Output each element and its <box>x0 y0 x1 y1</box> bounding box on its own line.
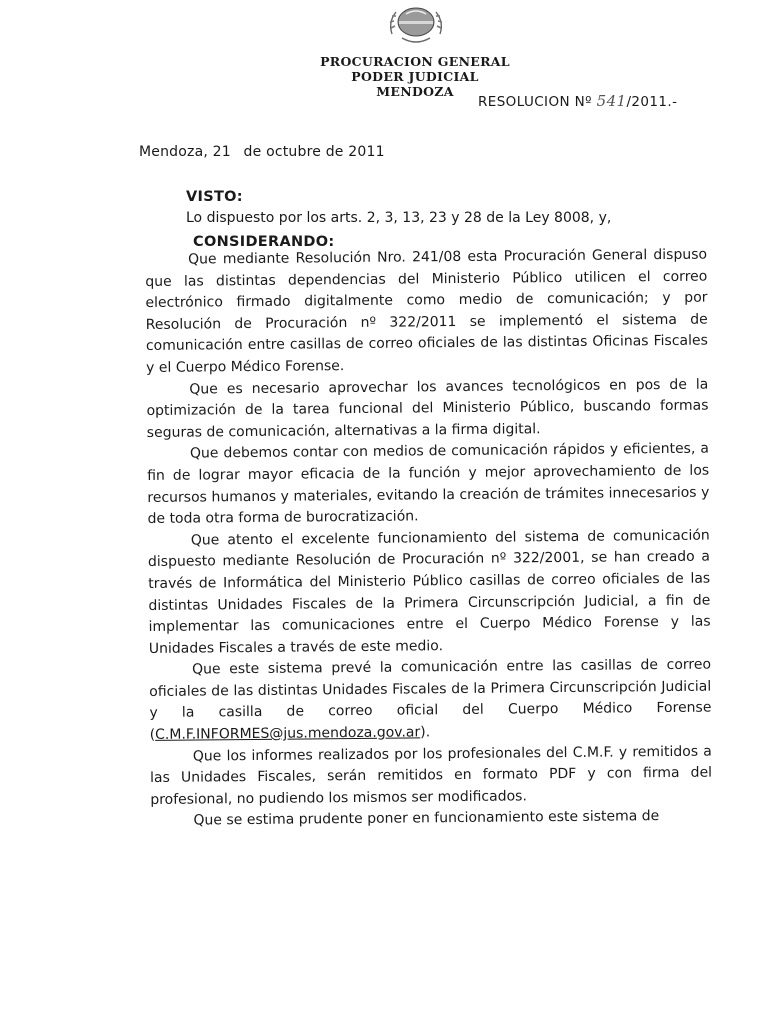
paragraph-3: Que debemos contar con medios de comunicación rápidos y eficientes, a fin de lograr mayor eficacia de la función y mejor aprovechamiento de los recursos humanos y materiales, evitando la creación de trámites innecesarios y de toda otra forma de burocratización. <box>147 440 710 528</box>
email-link[interactable]: C.M.F.INFORMES@jus.mendoza.gov.ar <box>155 724 421 743</box>
considerando-heading: CONSIDERANDO: <box>193 234 335 250</box>
header-line-2: PODER JUDICIAL <box>351 69 479 84</box>
paragraph-5-end: ). <box>420 724 431 741</box>
paragraph-5-text: Que este sistema prevé la comunicación entre las casillas de correo oficiales de las distintas Unidades Fiscales de la Primera Circunscripción Judicial y la casilla de correo oficial del Cuerpo Médico Forense ( <box>149 656 712 744</box>
paragraph-2: Que es necesario aprovechar los avances tecnológicos en pos de la optimización de la tarea funcional del Ministerio Público, buscando formas seguras de comunicación, alternativas a la firma digital. <box>146 376 709 441</box>
resolution-suffix: /2011.- <box>626 94 678 110</box>
paragraph-1: Que mediante Resolución Nro. 241/08 esta Procuración General dispuso que las distintas dependencias del Ministerio Público utilicen el correo electrónico firmado digitalmente como medio de comunicación; y por Resolución de Procuración nº 322/2011 se implementó el sistema de comunicación entre casillas de correo oficiales de las distintas Oficinas Fiscales y el Cuerpo Médico Forense. <box>145 246 708 376</box>
paragraph-6: Que los informes realizados por los profesionales del C.M.F. y remitidos a las Unidades Fiscales, serán remitidos en formato PDF y con firma del profesional, no pudiendo los mismos ser modificados. <box>149 743 713 808</box>
resolution-prefix: RESOLUCION Nº <box>478 94 597 110</box>
visto-heading: VISTO: <box>186 189 243 205</box>
resolution-number <box>478 92 677 110</box>
header-line-1: PROCURACION GENERAL <box>320 54 510 69</box>
resolution-handwritten-number: 541 <box>596 92 627 110</box>
coat-of-arms-seal-icon <box>382 4 450 48</box>
paragraph-4: Que atento el excelente funcionamiento del sistema de comunicación dispuesto mediante Resolución de Procuración nº 322/2001, se han creado a través de Informática del Ministerio Público casillas de correo oficiales de las distintas Unidades Fiscales de la Primera Circunscripción Judicial, a fin de implementar las comunicaciones entre el Cuerpo Médico Forense y las Unidades Fiscales a través de este medio. <box>147 527 711 657</box>
paragraph-7: Que se estima prudente poner en funcionamiento este sistema de <box>193 808 660 829</box>
header-line-3: MENDOZA <box>376 84 454 99</box>
date-city: Mendoza, <box>139 144 208 160</box>
paragraph-5 <box>149 655 712 747</box>
date-day: 21 <box>212 144 231 160</box>
document-date <box>139 144 385 160</box>
date-rest: de octubre de 2011 <box>243 144 385 160</box>
visto-text: Lo dispuesto por los arts. 2, 3, 13, 23 y 28 de la Ley 8008, y, <box>186 210 612 226</box>
considerando-body <box>145 245 713 833</box>
